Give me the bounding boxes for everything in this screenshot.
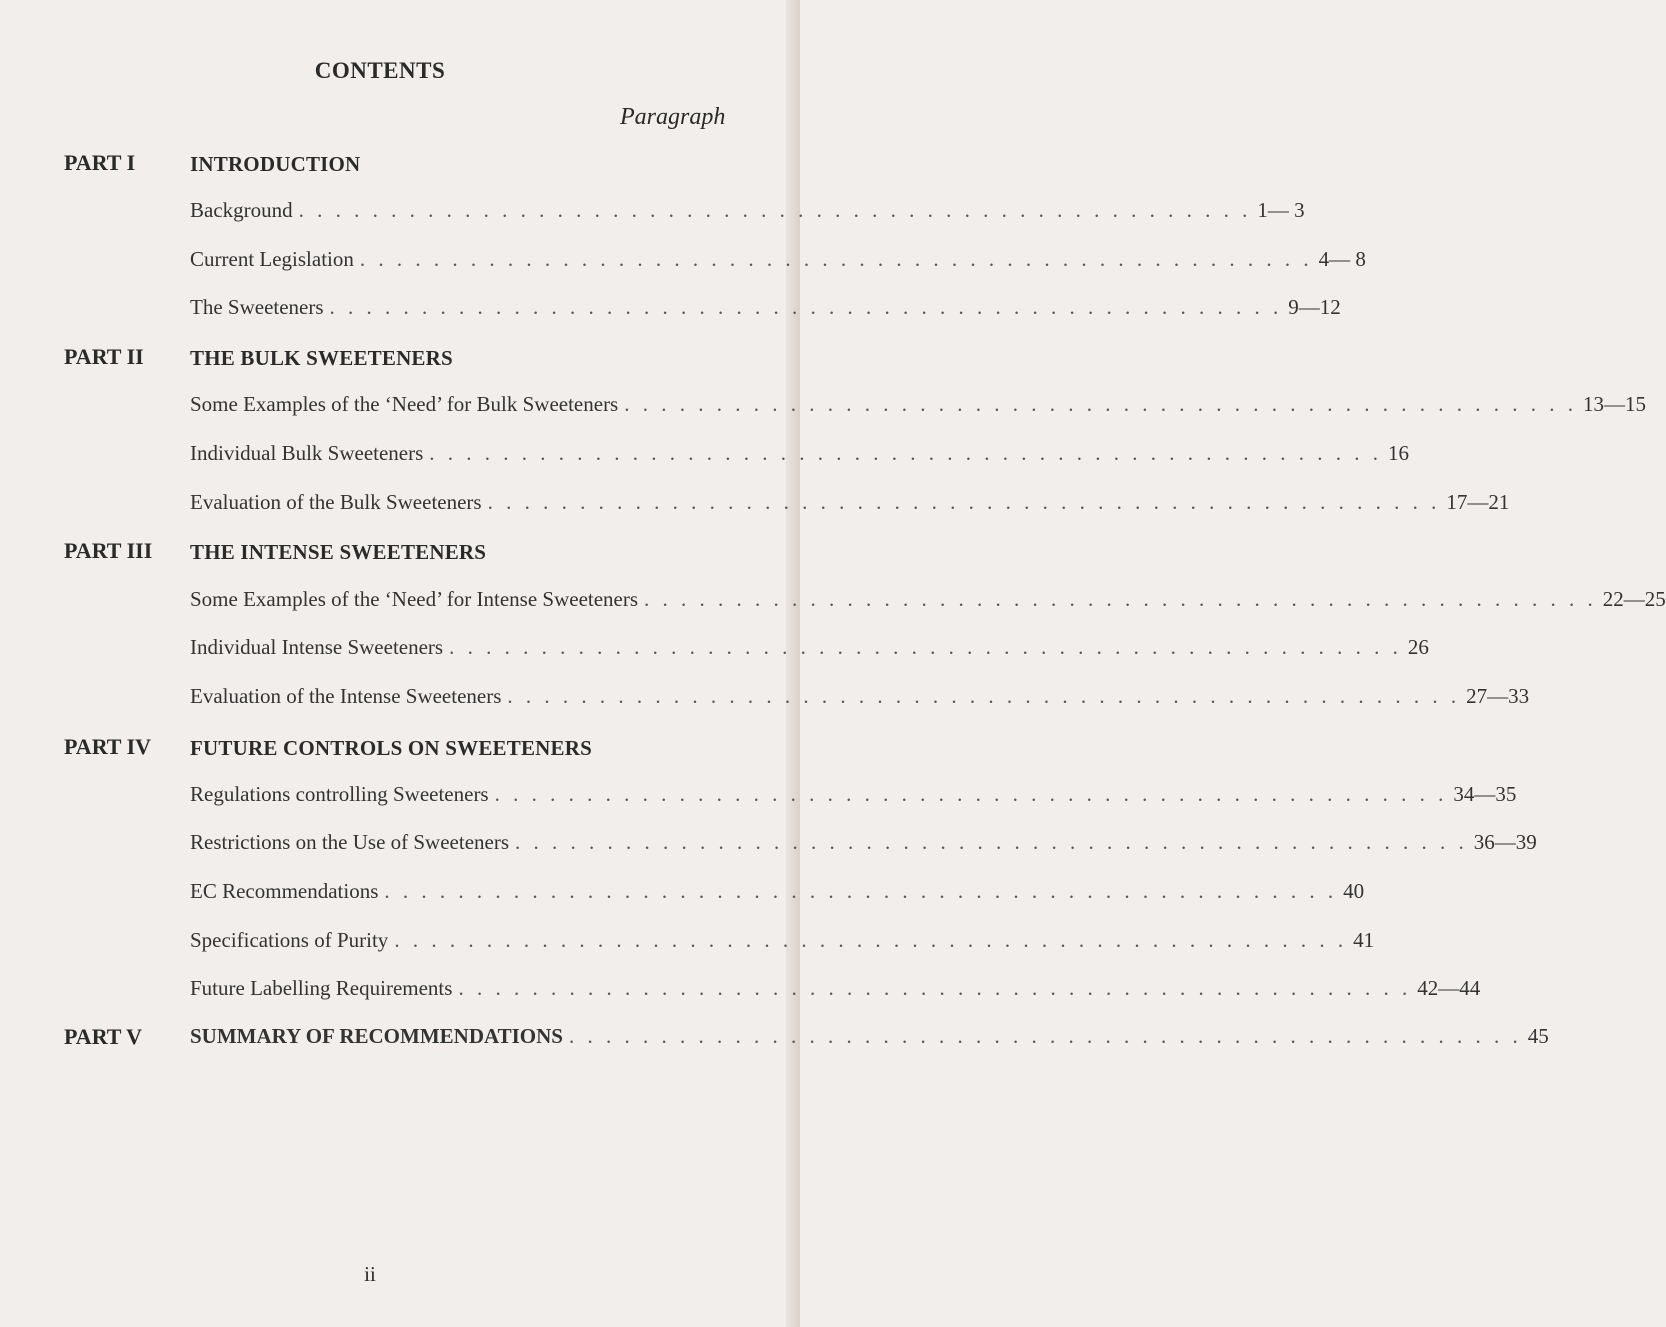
dot-leader: . . . . . . . . . . . . . . . . . . . . . . . . . . . . . . . . . . . . . . . . . . . . . . . . . . . . [384,879,1338,903]
entry-title: Some Examples of the ‘Need’ for Intense Sweeteners [190,587,639,611]
paragraph-range: 27—33 [1466,684,1530,708]
toc-entry[interactable] [190,490,1510,520]
entry-title: Individual Intense Sweeteners [190,635,444,659]
entry-title: Evaluation of the Intense Sweeteners [190,684,502,708]
toc-entry[interactable] [190,247,1366,277]
dot-leader: . . . . . . . . . . . . . . . . . . . . . . . . . . . . . . . . . . . . . . . . . . . . . . . . . . . . [568,1024,1522,1048]
dot-leader: . . . . . . . . . . . . . . . . . . . . . . . . . . . . . . . . . . . . . . . . . . . . . . . . . . . . [515,830,1468,854]
dot-leader: . . . . . . . . . . . . . . . . . . . . . . . . . . . . . . . . . . . . . . . . . . . . . . . . . . . . [449,635,1402,659]
section-heading: THE INTENSE SWEETENERS [190,540,487,564]
paragraph-range: 42—44 [1417,976,1481,1000]
paragraph-range: 45 [1527,1024,1549,1048]
toc-entry[interactable] [190,684,1530,714]
toc-entry[interactable] [190,879,1365,909]
dot-leader: . . . . . . . . . . . . . . . . . . . . . . . . . . . . . . . . . . . . . . . . . . . . . . . . . . . . [644,587,1597,611]
entry-title: EC Recommendations [190,879,379,903]
toc-entry[interactable] [190,635,1429,665]
part-label: PART II [64,344,144,369]
dot-leader: . . . . . . . . . . . . . . . . . . . . . . . . . . . . . . . . . . . . . . . . . . . . . . . . . . . . [458,976,1412,1000]
section-heading: FUTURE CONTROLS ON SWEETENERS [190,736,592,760]
entry-title: Current Legislation [190,247,354,271]
part-label: PART I [64,150,136,175]
entry-title: Background [190,198,293,222]
toc-entry[interactable] [190,295,1341,325]
paragraph-range: 40 [1343,879,1365,903]
entry-title: Specifications of Purity [190,928,389,952]
page-title: CONTENTS [314,58,446,83]
dot-leader: . . . . . . . . . . . . . . . . . . . . . . . . . . . . . . . . . . . . . . . . . . . . . . . . . . . . [494,782,1448,806]
section-heading: THE BULK SWEETENERS [190,346,453,370]
toc-entry[interactable] [190,976,1481,1006]
paragraph-range: 4— 8 [1318,247,1366,271]
paragraph-range: 13—15 [1582,392,1646,416]
toc-entry[interactable] [190,441,1410,471]
paragraph-range: 34—35 [1453,782,1517,806]
paragraph-range: 26 [1407,635,1429,659]
entry-title: Individual Bulk Sweeteners [190,441,424,465]
paragraph-range: 1— 3 [1257,198,1305,222]
entry-title: Restrictions on the Use of Sweeteners [190,830,510,854]
toc-entry[interactable] [190,830,1537,860]
dot-leader: . . . . . . . . . . . . . . . . . . . . . . . . . . . . . . . . . . . . . . . . . . . . . . . . . . . . [429,441,1383,465]
toc-entry[interactable] [190,198,1305,228]
page-number: ii [364,1262,376,1286]
section-heading: INTRODUCTION [190,152,361,176]
section-heading: SUMMARY OF RECOMMENDATIONS [190,1024,563,1048]
dot-leader: . . . . . . . . . . . . . . . . . . . . . . . . . . . . . . . . . . . . . . . . . . . . . . . . . . . . [507,684,1461,708]
paragraph-range: 36—39 [1473,830,1537,854]
paragraph-range: 41 [1353,928,1375,952]
dot-leader: . . . . . . . . . . . . . . . . . . . . . . . . . . . . . . . . . . . . . . . . . . . . . . . . . . . . [329,295,1283,319]
dot-leader: . . . . . . . . . . . . . . . . . . . . . . . . . . . . . . . . . . . . . . . . . . . . . . . . . . . . [487,490,1441,514]
dot-leader: . . . . . . . . . . . . . . . . . . . . . . . . . . . . . . . . . . . . . . . . . . . . . . . . . . . . [359,247,1313,271]
toc-entry[interactable] [190,928,1375,958]
paragraph-range: 17—21 [1446,490,1510,514]
part-label: PART IV [64,734,152,759]
entry-title: Evaluation of the Bulk Sweeteners [190,490,482,514]
entry-title: Future Labelling Requirements [190,976,453,1000]
entry-title: The Sweeteners [190,295,324,319]
dot-leader: . . . . . . . . . . . . . . . . . . . . . . . . . . . . . . . . . . . . . . . . . . . . . . . . . . . . [624,392,1577,416]
paragraph-range: 9—12 [1288,295,1341,319]
toc-entry[interactable] [190,587,1666,617]
toc-entry-summary[interactable] [190,1024,1549,1054]
toc-entry[interactable] [190,782,1517,812]
part-label: PART III [64,538,153,563]
paragraph-range: 16 [1388,441,1410,465]
toc-entry[interactable] [190,392,1646,422]
paragraph-column-heading: Paragraph [620,104,726,130]
dot-leader: . . . . . . . . . . . . . . . . . . . . . . . . . . . . . . . . . . . . . . . . . . . . . . . . . . . . [298,198,1252,222]
entry-title: Regulations controlling Sweeteners [190,782,489,806]
entry-title: Some Examples of the ‘Need’ for Bulk Sweeteners [190,392,619,416]
paragraph-range: 22—25 [1602,587,1666,611]
part-label: PART V [64,1024,143,1049]
dot-leader: . . . . . . . . . . . . . . . . . . . . . . . . . . . . . . . . . . . . . . . . . . . . . . . . . . . . [394,928,1348,952]
